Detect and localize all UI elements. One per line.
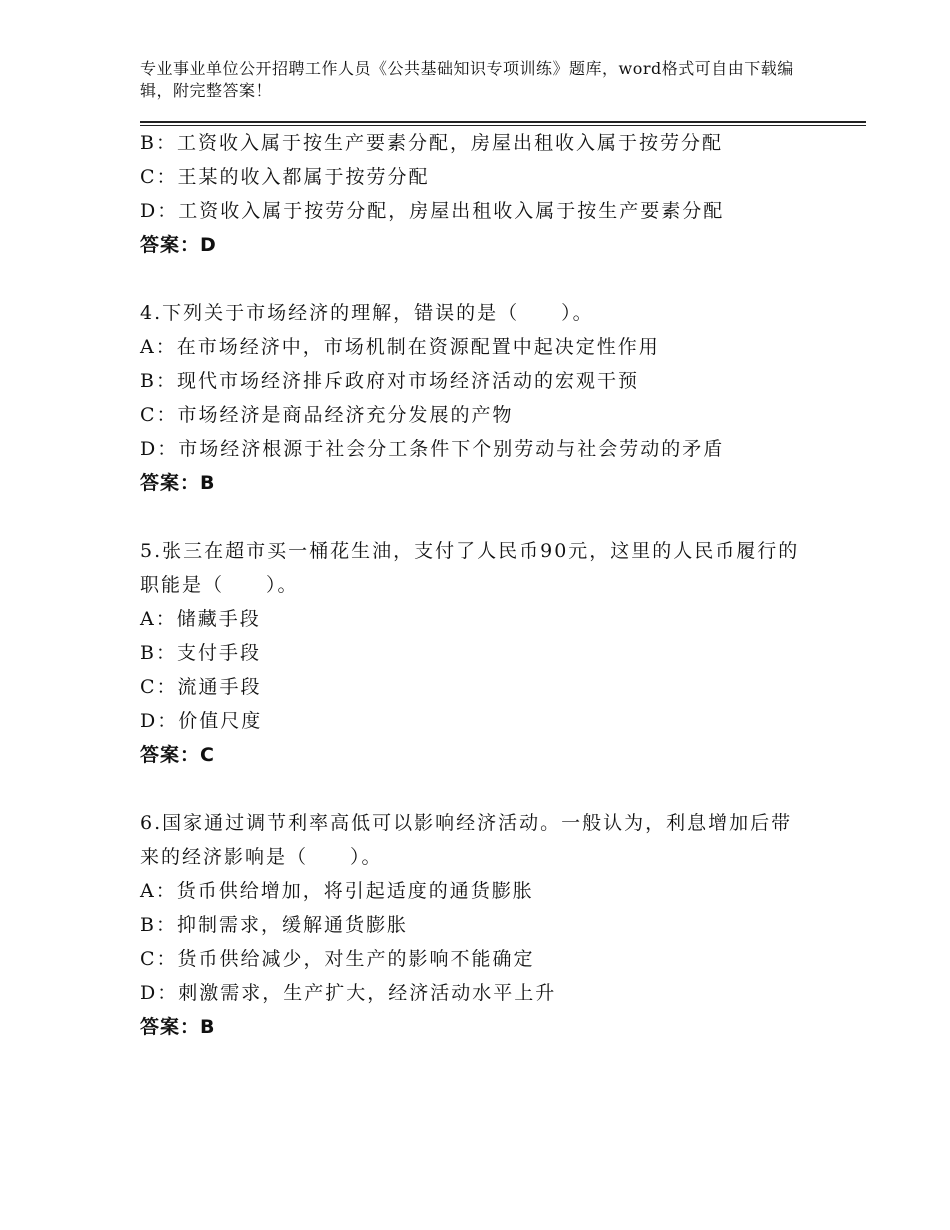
question-4-option-c: C：市场经济是商品经济充分发展的产物	[140, 404, 514, 426]
page-header-title: 专业事业单位公开招聘工作人员《公共基础知识专项训练》题库，word格式可自由下载编辑，附完整答案！	[140, 59, 794, 100]
spacer	[140, 500, 820, 534]
spacer	[140, 262, 820, 296]
question-3-option-c: C：王某的收入都属于按劳分配	[140, 166, 430, 188]
question-6-block	[140, 806, 820, 1044]
question-list	[140, 126, 820, 1044]
question-5-answer: 答案：C	[140, 744, 215, 766]
question-5-stem: 5.张三在超市买一桶花生油，支付了人民币90元，这里的人民币履行的职能是（ ）。	[140, 540, 800, 596]
question-3-block	[140, 126, 820, 262]
question-4-stem: 4.下列关于市场经济的理解，错误的是（ ）。	[140, 302, 594, 324]
question-5-block	[140, 534, 820, 772]
question-5-option-d: D：价值尺度	[140, 710, 263, 732]
spacer	[140, 772, 820, 806]
question-6-stem: 6.国家通过调节利率高低可以影响经济活动。一般认为，利息增加后带来的经济影响是（ ）。	[140, 812, 793, 868]
question-5-option-a: A：储藏手段	[140, 608, 261, 630]
question-6-option-b: B：抑制需求，缓解通货膨胀	[140, 914, 408, 936]
question-4-answer: 答案：B	[140, 472, 216, 494]
question-4-option-d: D：市场经济根源于社会分工条件下个别劳动与社会劳动的矛盾	[140, 438, 725, 460]
question-4-option-b: B：现代市场经济排斥政府对市场经济活动的宏观干预	[140, 370, 639, 392]
question-6-option-c: C：货币供给减少，对生产的影响不能确定	[140, 948, 535, 970]
question-3-option-d: D：工资收入属于按劳分配，房屋出租收入属于按生产要素分配	[140, 200, 725, 222]
question-3-answer: 答案：D	[140, 234, 217, 256]
question-4-block	[140, 296, 820, 500]
question-6-answer: 答案：B	[140, 1016, 216, 1038]
question-6-option-a: A：货币供给增加，将引起适度的通货膨胀	[140, 880, 534, 902]
question-6-option-d: D：刺激需求，生产扩大，经济活动水平上升	[140, 982, 557, 1004]
question-5-option-b: B：支付手段	[140, 642, 261, 664]
question-4-option-a: A：在市场经济中，市场机制在资源配置中起决定性作用	[140, 336, 660, 358]
question-5-option-c: C：流通手段	[140, 676, 262, 698]
question-3-option-b: B：工资收入属于按生产要素分配，房屋出租收入属于按劳分配	[140, 132, 723, 154]
header-rule-thick	[140, 121, 866, 123]
